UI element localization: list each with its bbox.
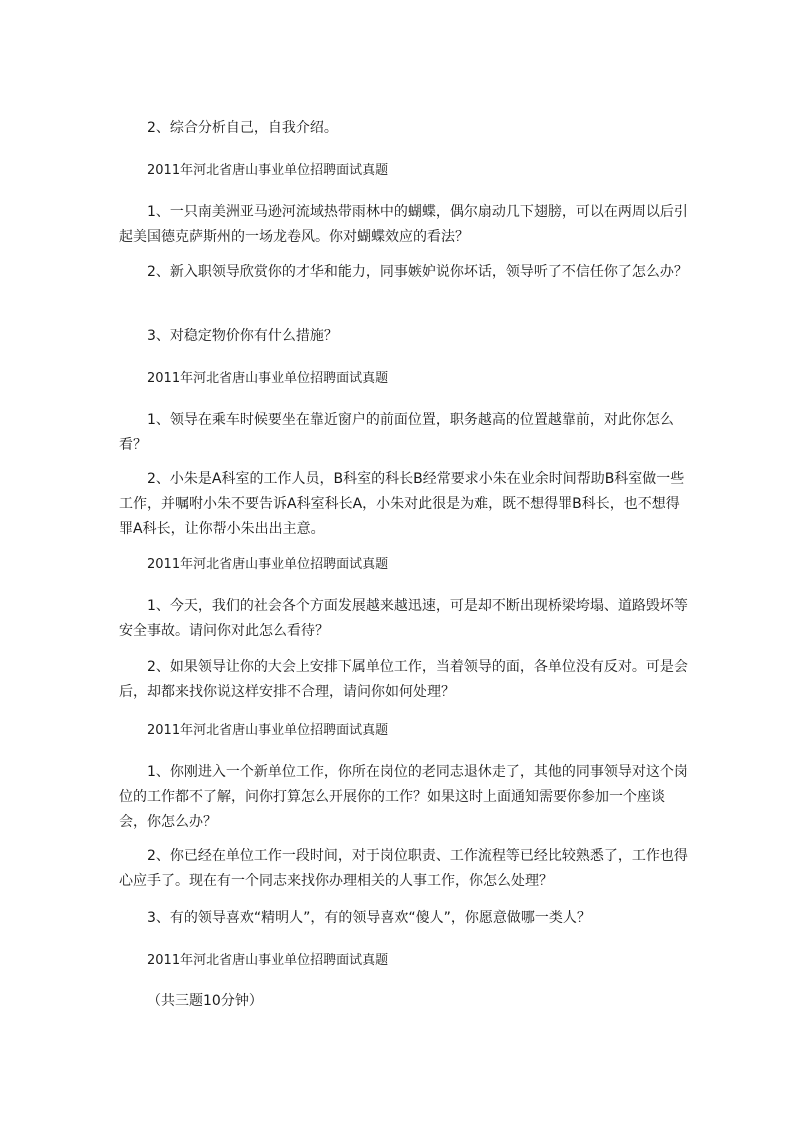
question-butterfly-effect: 1、一只南美洲亚马逊河流域热带雨林中的蝴蝶，偶尔扇动几下翅膀，可以在两周以后引起美国德克萨斯州的一场龙卷风。你对蝴蝶效应的看法？ [119, 204, 688, 245]
question-meeting-arrangement: 2、如果领导让你的大会上安排下属单位工作，当着领导的面，各单位没有反对。可是会后，却都来找你说这样安排不合理，请问你如何处理？ [119, 659, 688, 700]
question-colleague-jealousy: 2、新入职领导欣赏你的才华和能力，同事嫉妒说你坏话，领导听了不信任你了怎么办？ [147, 264, 688, 280]
section-heading: 2011年河北省唐山事业单位招聘面试真题 [147, 723, 389, 738]
question-safety-accidents: 1、今天，我们的社会各个方面发展越来越迅速，可是却不断出现桥梁垮塌、道路毁坏等安全事故。请问你对此怎么看待？ [119, 598, 688, 639]
question-personnel-work: 2、你已经在单位工作一段时间，对于岗位职责、工作流程等已经比较熟悉了，工作也得心应手了。现在有一个同志来找你办理相关的人事工作，你怎么处理？ [119, 848, 688, 889]
section-heading: 2011年河北省唐山事业单位招聘面试真题 [147, 557, 389, 572]
question-price-stability: 3、对稳定物价你有什么措施？ [147, 328, 338, 344]
question-new-position: 1、你刚进入一个新单位工作，你所在岗位的老同志退休走了，其他的同事领导对这个岗位的工作都不了解，问你打算怎么开展你的工作？如果这时上面通知需要你参加一个座谈会，你怎么办？ [119, 764, 688, 830]
question-xiaozhu: 2、小朱是A科室的工作人员，B科室的科长B经常要求小朱在业余时间帮助B科室做一些工作，并嘱咐小朱不要告诉A科室科长A，小朱对此很是为难，既不想得罪B科长，也不想得罪A科长，让你帮小朱出出主意。 [119, 471, 685, 537]
section-heading: 2011年河北省唐山事业单位招聘面试真题 [147, 371, 389, 386]
section-heading: 2011年河北省唐山事业单位招聘面试真题 [147, 163, 389, 178]
section-heading: 2011年河北省唐山事业单位招聘面试真题 [147, 953, 389, 968]
question-car-seating: 1、领导在乘车时候要坐在靠近窗户的前面位置，职务越高的位置越靠前，对此你怎么看？ [119, 412, 674, 453]
question-clever-or-simple: 3、有的领导喜欢“精明人”，有的领导喜欢“傻人”，你愿意做哪一类人？ [147, 910, 591, 926]
time-note: （共三题10分钟） [147, 993, 263, 1009]
question-self-intro: 2、综合分析自己，自我介绍。 [147, 120, 338, 136]
